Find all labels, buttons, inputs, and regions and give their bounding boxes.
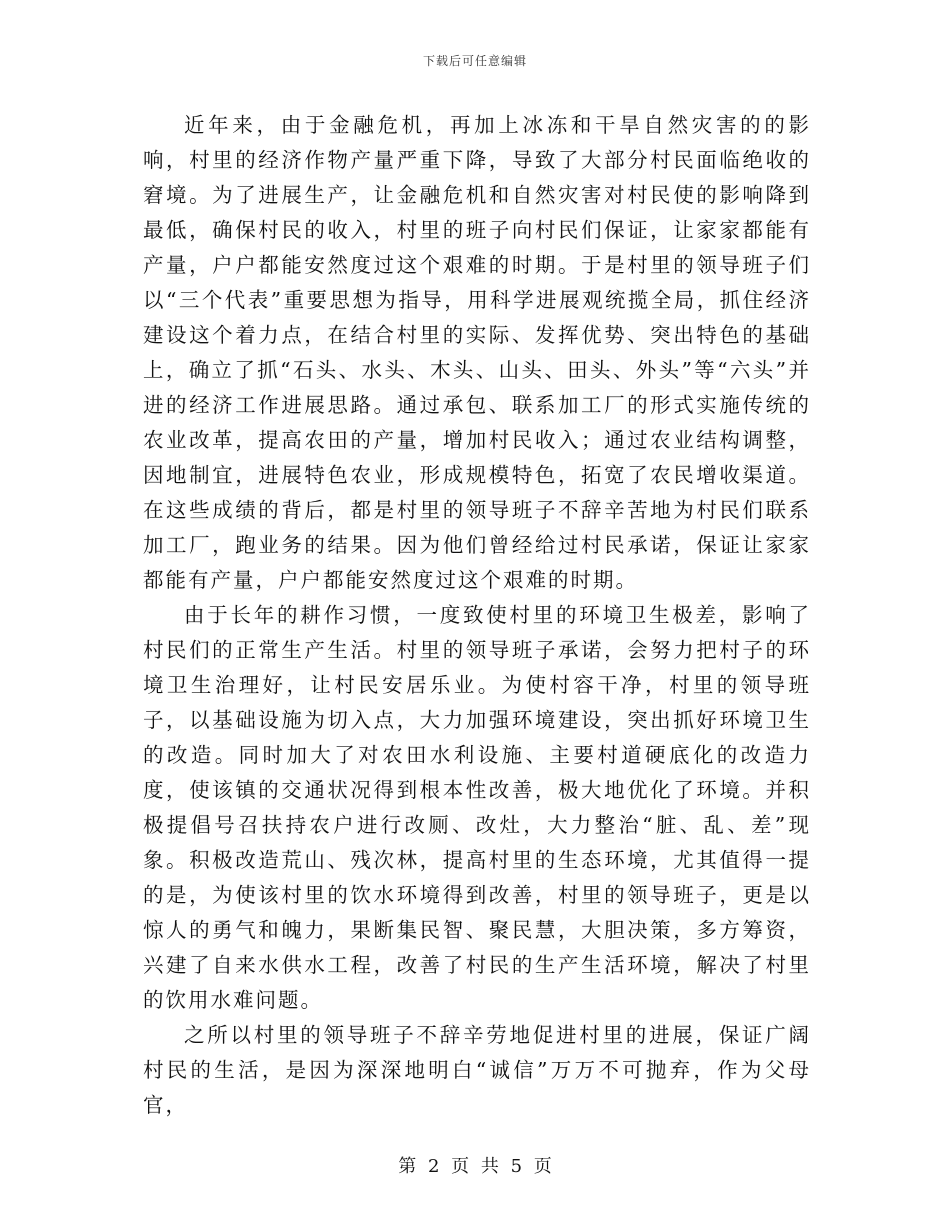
paragraph: 之所以村里的领导班子不辞辛劳地促进村里的进展，保证广阔村民的生活，是因为深深地明白“诚信”万万不可抛弃，作为父母官， <box>143 1023 811 1117</box>
document-body <box>143 108 811 1123</box>
paragraph: 近年来，由于金融危机，再加上冰冻和干旱自然灾害的的影响，村里的经济作物产量严重下降，导致了大部分村民面临绝收的窘境。为了进展生产，让金融危机和自然灾害对村民使的影响降到最低，确保村民的收入，村里的班子向村民们保证，让家家都能有产量，户户都能安然度过这个艰难的时期。于是村里的领导班子们以“三个代表”重要思想为指导，用科学进展观统揽全局，抓住经济建设这个着力点，在结合村里的实际、发挥优势、突出特色的基础上，确立了抓“石头、水头、木头、山头、田头、外头”等“六头”并进的经济工作进展思路。通过承包、联系加工厂的形式实施传统的农业改革，提高农田的产量，增加村民收入；通过农业结构调整，因地制宜，进展特色农业，形成规模特色，拓宽了农民增收渠道。在这些成绩的背后，都是村里的领导班子不辞辛苦地为村民们联系加工厂，跑业务的结果。因为他们曾经给过村民承诺，保证让家家都能有产量，户户都能安然度过这个艰难的时期。 <box>143 113 811 592</box>
page-header: 下载后可任意编辑 <box>422 54 527 68</box>
paragraph: 由于长年的耕作习惯，一度致使村里的环境卫生极差，影响了村民们的正常生产生活。村里的领导班子承诺，会努力把村子的环境卫生治理好，让村民安居乐业。为使村容干净，村里的领导班子，以基础设施为切入点，大力加强环境建设，突出抓好环境卫生的改造。同时加大了对农田水利设施、主要村道硬底化的改造力度，使该镇的交通状况得到根本性改善，极大地优化了环境。并积极提倡号召扶持农户进行改厕、改灶，大力整治“脏、乱、差”现象。积极改造荒山、残次林，提高村里的生态环境，尤其值得一提的是，为使该村里的饮水环境得到改善，村里的领导班子，更是以惊人的勇气和魄力，果断集民智、聚民慧，大胆决策，多方筹资，兴建了自来水供水工程，改善了村民的生产生活环境，解决了村里的饮用水难问题。 <box>143 603 811 1012</box>
page-number-footer: 第 2 页 共 5 页 <box>398 1156 552 1177</box>
